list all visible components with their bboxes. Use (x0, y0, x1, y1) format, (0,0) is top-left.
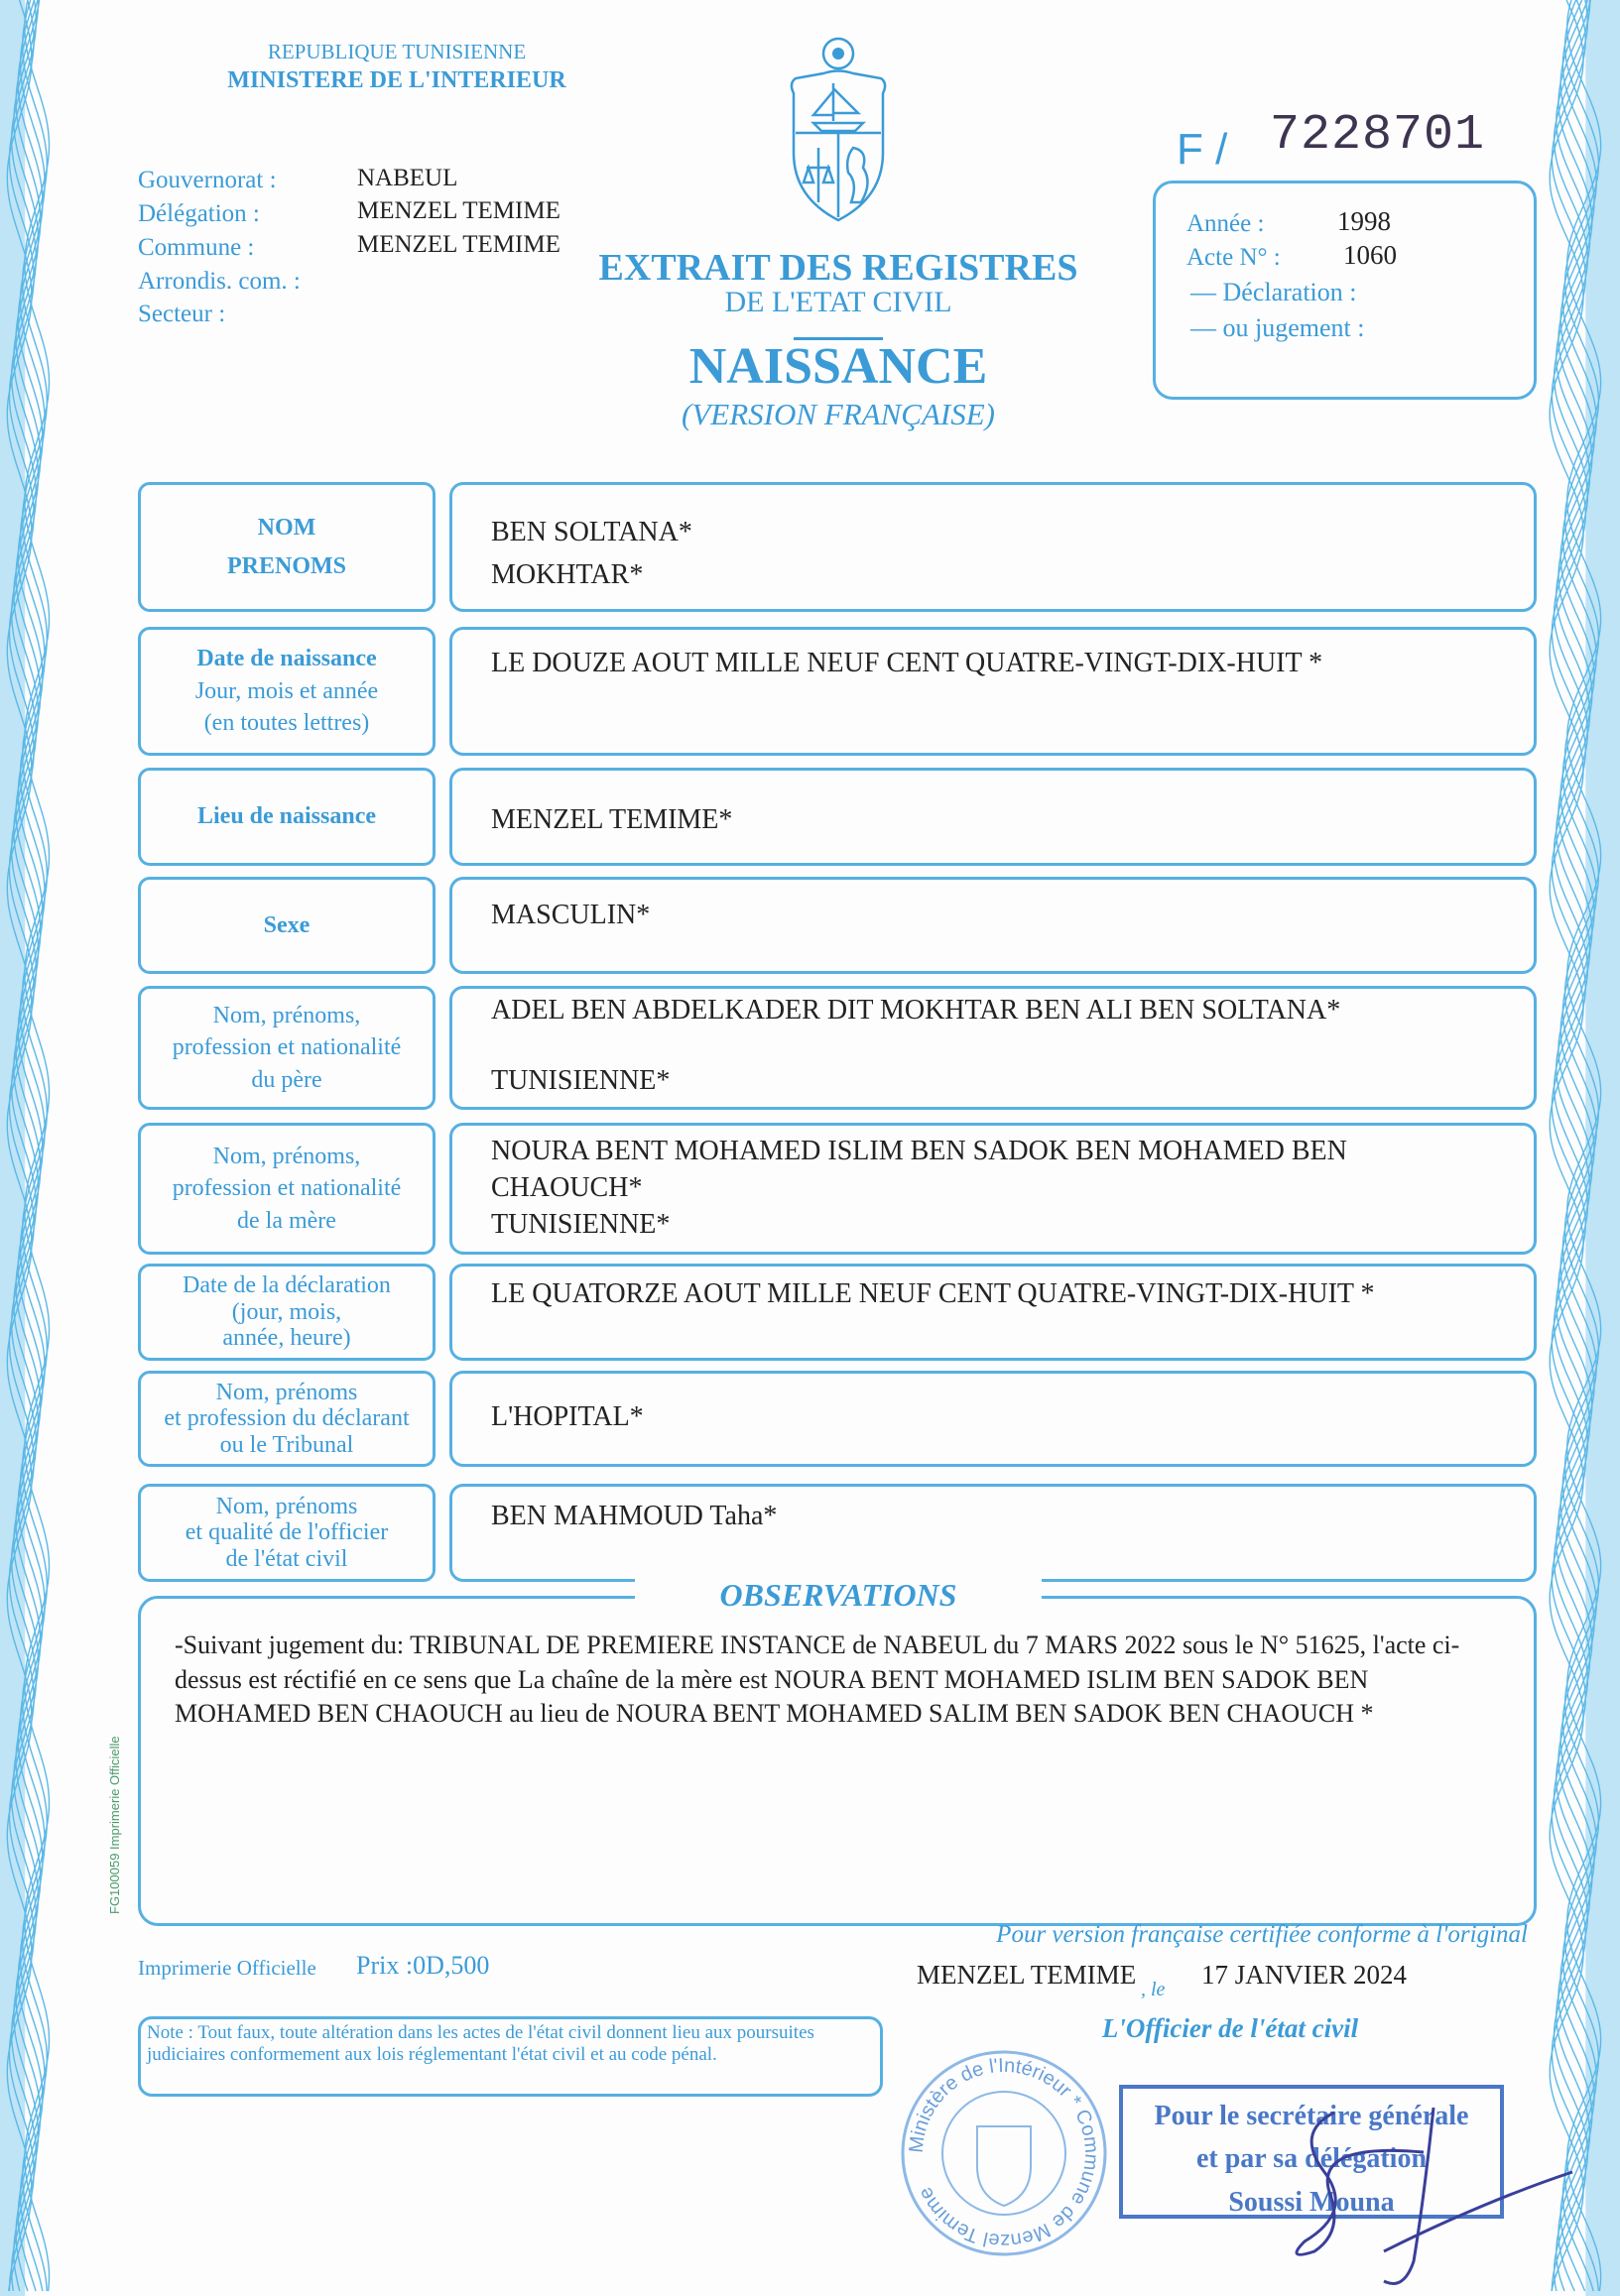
value-line: TUNISIENNE* (491, 1208, 671, 1240)
delegation-label: Délégation : (138, 200, 260, 227)
value-line: MENZEL TEMIME* (491, 804, 733, 835)
label-line: du père (251, 1066, 322, 1093)
label-line: Lieu de naissance (196, 803, 377, 830)
issue-date: 17 JANVIER 2024 (1201, 1960, 1407, 1990)
value-line: ADEL BEN ABDELKADER DIT MOKHTAR BEN ALI BEN SOLTANA* (491, 995, 1341, 1026)
annee-label: Année : (1186, 210, 1265, 237)
officer-title: L'Officier de l'état civil (1101, 2013, 1359, 2043)
gouvernorat-label: Gouvernorat : (138, 167, 277, 193)
row-value-declaration (449, 1264, 1537, 1361)
commune-label: Commune : (138, 234, 255, 261)
republic-label: REPUBLIQUE TUNISIENNE (267, 40, 527, 63)
arrondissement-label: Arrondis. com. : (138, 268, 301, 295)
row-value-sexe (449, 877, 1537, 974)
version-label: (VERSION FRANÇAISE) (682, 397, 995, 431)
value-line: L'HOPITAL* (491, 1401, 644, 1432)
label-line: PRENOMS (227, 552, 346, 579)
gouvernorat-value: NABEUL (357, 165, 458, 191)
label-line: (jour, mois, (231, 1298, 342, 1325)
serial-number: 7228701 (1270, 107, 1486, 164)
stamp-line: et par sa délégation (1195, 2143, 1428, 2175)
row-label-sexe (138, 877, 436, 974)
acte-value: 1060 (1343, 240, 1397, 270)
stamp-line: Pour le secrétaire générale (1154, 2101, 1469, 2131)
label-line: profession et nationalité (172, 1175, 402, 1202)
form-code: FG100059 Imprimerie Officielle (107, 1736, 122, 1914)
row-label-pere (138, 986, 436, 1110)
stamp-line: Soussi Mouna (1228, 2186, 1395, 2218)
label-line: Date de naissance (196, 646, 377, 672)
row-label-date-naissance (138, 627, 436, 756)
jugement-label: — ou jugement : (1190, 313, 1365, 342)
label-line: profession et nationalité (172, 1034, 402, 1061)
label-line: Nom, prénoms, (212, 1143, 361, 1169)
value-line: BEN MAHMOUD Taha* (491, 1501, 778, 1531)
declaration-label: — Déclaration : (1190, 278, 1357, 306)
certification-label: Pour version française certifiée conforme à l'original (996, 1921, 1528, 1948)
observations-text: -Suivant jugement du: TRIBUNAL DE PREMIERE INSTANCE de NABEUL du 7 MARS 2022 sous le N° 51625, l'acte ci-dessus est réctifié en ce sens que La chaîne de la mère est NOURA BENT MOHAMED ISLIM BEN SADOK BEN MOHAMED BEN CHAOUCH au lieu de NOURA BENT MOHAMED SALIM BEN SADOK BEN CHAOUCH * (175, 1631, 1460, 1729)
label-line: Sexe (263, 911, 311, 938)
printer-label: Imprimerie Officielle (138, 1956, 316, 1980)
label-line: NOM (257, 515, 316, 542)
label-line: Date de la déclaration (183, 1272, 391, 1299)
label-line: Nom, prénoms (215, 1493, 358, 1519)
label-line: et profession du déclarant (164, 1405, 410, 1432)
stamp-ring-text: Ministère de l'Intérieur * Commune de Menzel Temime (905, 2054, 1103, 2252)
document-subtitle: DE L'ETAT CIVIL (724, 286, 952, 318)
value-line: LE QUATORZE AOUT MILLE NEUF CENT QUATRE-VINGT-DIX-HUIT * (491, 1278, 1375, 1309)
guilloche-border-right (1544, 0, 1620, 2296)
row-value-lieu (449, 768, 1537, 866)
row-label-nom (138, 482, 436, 612)
label-line: (en toutes lettres) (203, 710, 370, 737)
value-line: BEN SOLTANA* (491, 517, 692, 547)
le-label: , le (1141, 1979, 1166, 2000)
ministry-label: MINISTERE DE L'INTERIEUR (227, 67, 566, 93)
value-line: NOURA BENT MOHAMED ISLIM BEN SADOK BEN MOHAMED BEN CHAOUCH* (491, 1136, 1347, 1203)
serial-prefix: F / (1177, 125, 1228, 174)
label-line: Jour, mois et année (194, 677, 379, 704)
issue-place: MENZEL TEMIME (917, 1960, 1137, 1990)
row-value-declarant (449, 1371, 1537, 1467)
coat-of-arms-emblem (774, 34, 903, 224)
row-label-mere (138, 1123, 436, 1255)
value-line: MOKHTAR* (491, 559, 644, 591)
price-label: Prix :0D,500 (356, 1951, 490, 1980)
svg-text:Ministère de l'Intérieur * Com (906, 2055, 1103, 2251)
secteur-label: Secteur : (138, 301, 226, 327)
value-line: TUNISIENNE* (491, 1064, 671, 1096)
annee-value: 1998 (1337, 206, 1391, 236)
row-label-lieu (138, 768, 436, 866)
label-line: ou le Tribunal (219, 1431, 354, 1458)
observations-title: OBSERVATIONS (635, 1577, 1042, 1613)
value-line: MASCULIN* (491, 900, 651, 930)
label-line: et qualité de l'officier (185, 1519, 389, 1546)
delegation-value: MENZEL TEMIME (357, 197, 561, 224)
acte-label: Acte N° : (1186, 244, 1281, 271)
row-value-pere (449, 986, 1537, 1110)
label-line: de l'état civil (225, 1545, 348, 1572)
commune-value: MENZEL TEMIME (357, 231, 561, 258)
label-line: Nom, prénoms (215, 1379, 358, 1405)
label-line: de la mère (237, 1207, 336, 1234)
handwritten-signature (1285, 2103, 1582, 2291)
value-line: LE DOUZE AOUT MILLE NEUF CENT QUATRE-VINGT-DIX-HUIT * (491, 648, 1323, 678)
row-label-officier (138, 1484, 436, 1582)
document-type: NAISSANCE (688, 338, 988, 395)
guilloche-border-left (0, 0, 56, 2296)
row-value-officier (449, 1484, 1537, 1582)
document-title: EXTRAIT DES REGISTRES (598, 247, 1078, 289)
row-value-mere (449, 1123, 1537, 1255)
legal-note: Note : Tout faux, toute altération dans les actes de l'état civil donnent lieu aux poursuites judiciaires conformement aux lois réglementant l'état civil et au code pénal. (138, 2016, 883, 2097)
label-line: Nom, prénoms, (212, 1002, 361, 1028)
row-value-date-naissance (449, 627, 1537, 756)
round-official-stamp (898, 2047, 1110, 2259)
row-value-nom (449, 482, 1537, 612)
row-label-declaration (138, 1264, 436, 1361)
label-line: année, heure) (222, 1325, 351, 1352)
row-label-declarant (138, 1371, 436, 1467)
